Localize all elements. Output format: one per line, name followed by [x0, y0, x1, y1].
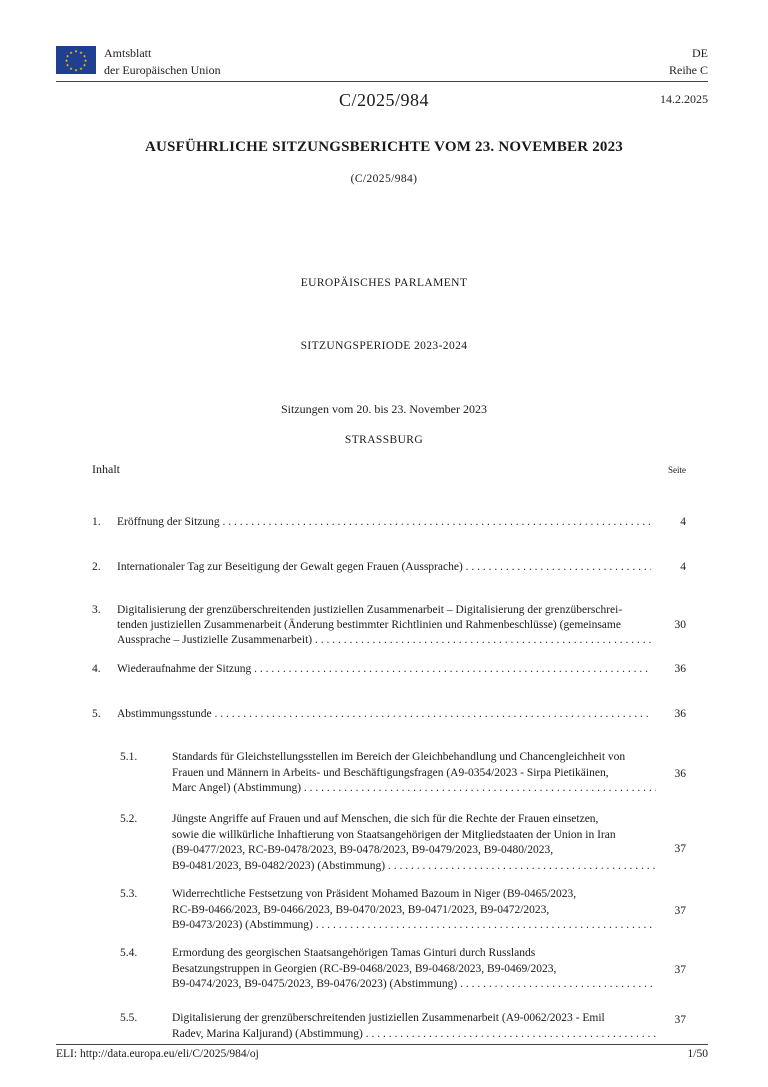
document-number: C/2025/984 — [338, 90, 429, 110]
svg-text:★: ★ — [74, 48, 78, 54]
eu-flag-logo — [56, 46, 96, 74]
toc-subitem-title-line: sowie die willkürliche Inhaftierung von Staatsangehörigen der Mitgliedstaaten der Union in Iran — [172, 828, 616, 841]
toc-subitem-page: 37 — [674, 1014, 686, 1026]
toc-item[interactable] — [92, 603, 686, 648]
svg-text:★: ★ — [82, 62, 87, 68]
toc-subitem-title-line: (B9-0477/2023, RC-B9-0478/2023, B9-0478/2023, B9-0479/2023, B9-0480/2023, — [172, 844, 554, 856]
toc-subitem-title-line: Digitalisierung der grenzüberschreitenden justiziellen Zusammenarbeit (A9-0062/2023 - Emil — [172, 1012, 605, 1024]
toc-item-title — [117, 603, 651, 648]
title-reference: (C/2025/984) — [350, 173, 418, 185]
svg-text:★: ★ — [69, 50, 73, 55]
toc-item-page: 36 — [674, 708, 686, 720]
eli-link[interactable]: ELI: http://data.europa.eu/eli/C/2025/984/oj — [56, 1048, 259, 1060]
svg-text:★: ★ — [83, 58, 88, 63]
toc-item-number: 3. — [92, 604, 101, 616]
page-number: 1/50 — [687, 1048, 708, 1060]
header-rule — [56, 81, 708, 82]
svg-text:★: ★ — [65, 53, 70, 59]
toc-item-title: Internationaler Tag zur Beseitigung der Gewalt gegen Frauen (Aussprache) . . . — [117, 560, 651, 575]
svg-text:★: ★ — [64, 58, 69, 63]
svg-text:★: ★ — [82, 53, 87, 59]
location: STRASSBURG — [344, 434, 424, 446]
toc-item[interactable] — [92, 707, 686, 722]
toc-item-number: 4. — [92, 663, 101, 675]
eu-stars-icon — [62, 48, 90, 72]
toc-subitem-number: 5.4. — [120, 947, 138, 959]
toc-item-title-line: tenden justiziellen Zusammenarbeit (Änderung bestimmter Richtlinien und Rahmenbeschlüsse) (gemeinsame — [117, 619, 621, 631]
toc-item-number: 5. — [92, 708, 101, 720]
toc-subitem-title-line: Standards für Gleichstellungsstellen im Bereich der Gleichbehandlung und Chancengleichheit von — [172, 751, 626, 763]
institution-name: EUROPÄISCHES PARLAMENT — [300, 277, 468, 289]
toc-item-page: 4 — [680, 516, 686, 528]
toc-heading: Inhalt — [92, 462, 120, 476]
toc-subitem-title-line: B9-0474/2023, B9-0475/2023, B9-0476/2023) (Abstimmung) . . . — [172, 977, 656, 993]
language-code: DE — [692, 46, 708, 60]
svg-text:★: ★ — [79, 50, 83, 55]
svg-text:★: ★ — [69, 66, 73, 71]
series-label: Reihe C — [669, 63, 708, 77]
toc-subitem-title-line: B9-0473/2023) (Abstimmung) . . . — [172, 918, 656, 934]
toc-subitem-title — [172, 946, 656, 993]
toc-item[interactable] — [92, 560, 686, 575]
toc-subitem[interactable] — [120, 1011, 686, 1042]
toc-subitem-title-line: RC-B9-0466/2023, B9-0466/2023, B9-0470/2023, B9-0471/2023, B9-0472/2023, — [172, 903, 550, 916]
toc-subitem-page: 37 — [674, 905, 686, 917]
journal-name-line2: der Europäischen Union — [104, 63, 221, 77]
toc-item-title: Abstimmungsstunde . . . — [117, 707, 651, 722]
toc-item[interactable] — [92, 515, 686, 530]
svg-text:★: ★ — [79, 66, 83, 71]
toc-subitem-number: 5.3. — [120, 888, 138, 900]
toc-subitem[interactable] — [120, 946, 686, 993]
toc-subitem[interactable] — [120, 750, 686, 797]
toc-subitem-title-line: Jüngste Angriffe auf Frauen und auf Menschen, die sich für die Rechte der Frauen einsetzen, — [172, 813, 599, 825]
toc-subitem-number: 5.1. — [120, 751, 138, 763]
toc-subitem-title-line: Frauen und Männern in Arbeits- und Beschäftigungsfragen (A9-0354/2023 - Sirpa Pietikäinen, — [172, 766, 609, 779]
toc-subitem-title-line: Marc Angel) (Abstimmung) . . . — [172, 781, 656, 797]
toc-item-title-line: Digitalisierung der grenzüberschreitenden justiziellen Zusammenarbeit – Digitalisierung der grenzüberschrei- — [117, 604, 623, 616]
toc-subitem-title — [172, 812, 656, 874]
publication-date: 14.2.2025 — [660, 92, 708, 106]
toc-subitem-title-line: B9-0481/2023, B9-0482/2023) (Abstimmung) . . . — [172, 859, 656, 875]
toc-subitem-page: 37 — [674, 843, 686, 855]
journal-name-line1: Amtsblatt — [104, 46, 152, 60]
toc-item-page: 30 — [674, 619, 686, 631]
toc-subitem[interactable] — [120, 887, 686, 934]
toc-subitem-title-line: Widerrechtliche Festsetzung von Präsident Mohamed Bazoum in Niger (B9-0465/2023, — [172, 888, 577, 900]
toc-item-number: 1. — [92, 516, 101, 528]
session-period: SITZUNGSPERIODE 2023-2024 — [300, 340, 468, 352]
toc-subitem-title — [172, 750, 656, 797]
toc-subitem-title-line: Besatzungstruppen in Georgien (RC-B9-0468/2023, B9-0468/2023, B9-0469/2023, — [172, 962, 557, 975]
page-title: AUSFÜHRLICHE SITZUNGSBERICHTE VOM 23. NOVEMBER 2023 — [144, 139, 624, 155]
toc-item-number: 2. — [92, 561, 101, 573]
toc-subitem-title — [172, 1011, 656, 1042]
toc-page-heading: Seite — [668, 465, 686, 475]
toc-subitem-page: 36 — [674, 768, 686, 780]
toc-subitem-number: 5.2. — [120, 813, 138, 825]
toc-subitem-title-line: Radev, Marina Kaljurand) (Abstimmung) . . . — [172, 1027, 656, 1043]
toc-item-page: 36 — [674, 663, 686, 675]
toc-item-page: 4 — [680, 561, 686, 573]
toc-item-title: Wiederaufnahme der Sitzung . . . — [117, 662, 651, 677]
svg-text:★: ★ — [65, 62, 70, 68]
toc-subitem[interactable] — [120, 812, 686, 874]
footer-rule — [56, 1044, 708, 1045]
toc-item-title: Eröffnung der Sitzung . . . — [117, 515, 651, 530]
toc-subitem-page: 37 — [674, 964, 686, 976]
sittings-dates: Sitzungen vom 20. bis 23. November 2023 — [281, 402, 487, 416]
toc-subitem-title — [172, 887, 656, 934]
svg-text:★: ★ — [74, 67, 78, 72]
toc-subitem-title-line: Ermordung des georgischen Staatsangehörigen Tamas Ginturi durch Russlands — [172, 947, 536, 959]
toc-item[interactable] — [92, 662, 686, 677]
toc-item-title-line: Aussprache – Justizielle Zusammenarbeit) . . . — [117, 633, 651, 648]
toc-subitem-number: 5.5. — [120, 1012, 138, 1024]
